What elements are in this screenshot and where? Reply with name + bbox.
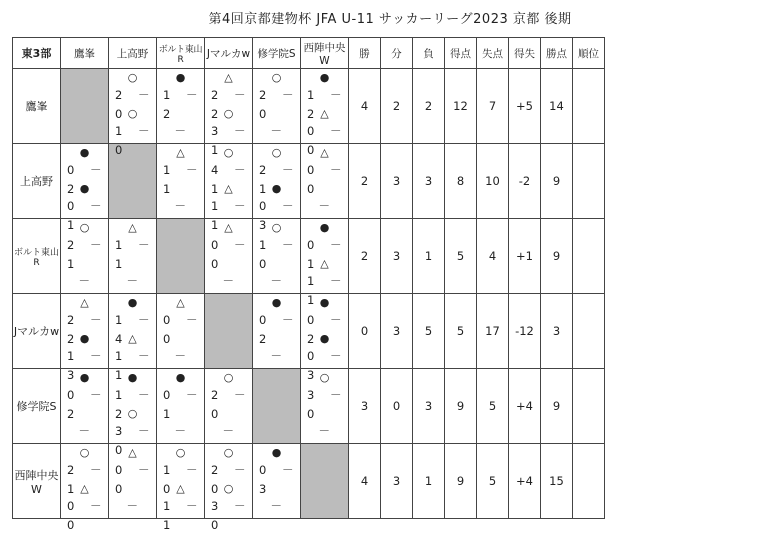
match-score: 4 － 1	[211, 163, 246, 196]
result-symbol: △	[224, 71, 233, 84]
result-symbol: ○	[271, 221, 282, 234]
col-team-header: 西陣中央W	[301, 38, 349, 69]
col-team-header: 修学院S	[253, 38, 301, 69]
result-symbol: ○	[319, 371, 330, 384]
result-symbol: ●	[127, 296, 138, 309]
match-score: －	[318, 199, 331, 213]
match-cell	[109, 294, 157, 382]
col-stat-header: 勝	[349, 38, 381, 69]
stat-cell: 3	[413, 369, 445, 444]
result-symbol: ●	[319, 71, 330, 84]
stat-cell	[573, 294, 605, 369]
match-score: 0 － 2	[67, 163, 102, 196]
row-team-name: 西陣中央W	[13, 444, 61, 519]
result-symbol: △	[320, 107, 329, 120]
match-cell	[253, 144, 301, 232]
team-row	[13, 444, 605, 519]
stat-cell: 14	[541, 69, 573, 144]
stat-cell: 4	[477, 219, 509, 294]
diagonal-cell	[157, 219, 205, 294]
section-label: 東3部	[13, 38, 61, 69]
stat-cell: -2	[509, 144, 541, 219]
stat-cell: 2	[413, 69, 445, 144]
match-cell	[61, 144, 109, 232]
result-symbol: ●	[79, 332, 90, 345]
col-stat-header: 負	[413, 38, 445, 69]
match-score: 1 － 2	[307, 88, 342, 121]
match-score: 0 － 3	[259, 199, 294, 232]
result-symbol: ○	[271, 71, 282, 84]
col-team-header: ボルト東山R	[157, 38, 205, 69]
match-score: 2 － 1	[259, 163, 294, 196]
match-score: －	[174, 349, 187, 363]
result-symbol: △	[128, 221, 137, 234]
match-score: 0 － 2	[307, 313, 342, 346]
row-team-name: 鷹峯	[13, 69, 61, 144]
result-symbol: △	[320, 257, 329, 270]
match-score: －	[174, 124, 187, 138]
result-symbol: ○	[223, 146, 234, 159]
match-score: 0 － 1	[163, 388, 198, 421]
result-symbol: △	[176, 146, 185, 159]
match-score: 1 － 2	[115, 388, 150, 421]
result-symbol: ●	[271, 182, 282, 195]
match-score: －	[126, 499, 139, 513]
stat-cell: +4	[509, 444, 541, 519]
match-cell	[205, 69, 253, 157]
stat-cell: 3	[381, 294, 413, 369]
match-score: 2 － 0	[211, 388, 246, 421]
diagonal-cell	[61, 69, 109, 144]
match-score: 1 － 1	[307, 274, 342, 307]
result-symbol: ○	[223, 371, 234, 384]
match-score: 1 － 1	[211, 199, 246, 232]
stat-cell: 3	[381, 219, 413, 294]
match-score: －	[318, 424, 331, 438]
stat-cell: 9	[445, 369, 477, 444]
col-stat-header: 順位	[573, 38, 605, 69]
match-score: 1 － 4	[115, 313, 150, 346]
match-score: 3 － 1	[211, 124, 246, 157]
result-symbol: ○	[271, 146, 282, 159]
stat-cell: 9	[541, 369, 573, 444]
stat-cell	[573, 144, 605, 219]
col-team-header: 鷹峯	[61, 38, 109, 69]
stat-cell	[573, 369, 605, 444]
match-score: －	[126, 274, 139, 288]
col-team-header: 上高野	[109, 38, 157, 69]
stat-cell: 5	[445, 294, 477, 369]
result-symbol: △	[320, 146, 329, 159]
stat-cell: 3	[413, 144, 445, 219]
diagonal-cell	[205, 294, 253, 369]
result-symbol: ●	[175, 71, 186, 84]
result-symbol: △	[128, 332, 137, 345]
result-symbol: ○	[223, 482, 234, 495]
match-score: 1 － 0	[115, 124, 150, 157]
col-stat-header: 得失	[509, 38, 541, 69]
result-symbol: ○	[223, 107, 234, 120]
match-score: 0 － 0	[307, 163, 342, 196]
match-cell	[157, 294, 205, 369]
match-cell	[253, 294, 301, 369]
header-row	[13, 38, 605, 69]
result-symbol: ●	[319, 221, 330, 234]
result-symbol: ○	[223, 446, 234, 459]
result-symbol: △	[80, 482, 89, 495]
result-symbol: ○	[79, 221, 90, 234]
match-score: 0 － 1	[307, 238, 342, 271]
result-symbol: ●	[79, 182, 90, 195]
match-score: 2 － 2	[211, 88, 246, 121]
stat-cell: 5	[445, 219, 477, 294]
col-stat-header: 勝点	[541, 38, 573, 69]
match-score: 0 － 0	[67, 499, 102, 532]
team-row	[13, 219, 605, 294]
result-symbol: ●	[271, 296, 282, 309]
stat-cell: +1	[509, 219, 541, 294]
col-team-header: Jマルカw	[205, 38, 253, 69]
stat-cell: 1	[413, 444, 445, 519]
stat-cell: 2	[349, 144, 381, 219]
stat-cell	[573, 444, 605, 519]
match-score: －	[222, 274, 235, 288]
result-symbol: △	[176, 482, 185, 495]
match-score: 1 － 1	[115, 238, 150, 271]
stat-cell: 7	[477, 69, 509, 144]
stat-cell: 5	[413, 294, 445, 369]
stat-cell: 3	[381, 144, 413, 219]
match-cell	[109, 69, 157, 157]
stat-cell: 2	[381, 69, 413, 144]
match-cell	[157, 144, 205, 219]
match-score: 2 － 1	[67, 463, 102, 496]
match-score: －	[270, 499, 283, 513]
stat-cell: 4	[349, 69, 381, 144]
match-score: 0 － 0	[115, 463, 150, 496]
match-score: 3 － 0	[307, 388, 342, 421]
match-cell	[61, 444, 109, 532]
match-cell	[157, 69, 205, 144]
result-symbol: ○	[127, 71, 138, 84]
match-cell	[61, 294, 109, 382]
result-symbol: ○	[79, 446, 90, 459]
stat-cell: 10	[477, 144, 509, 219]
match-score: 1 － 2	[163, 88, 198, 121]
result-symbol: ●	[271, 446, 282, 459]
match-score: 0 － 3	[259, 463, 294, 496]
result-symbol: ●	[175, 371, 186, 384]
result-symbol: ●	[319, 296, 330, 309]
stat-cell: 12	[445, 69, 477, 144]
stat-cell: 8	[445, 144, 477, 219]
match-cell	[253, 69, 301, 144]
match-cell	[301, 69, 349, 157]
match-cell	[205, 444, 253, 532]
result-symbol: △	[80, 296, 89, 309]
match-score: 2 － 0	[115, 88, 150, 121]
match-score: 0 － 0	[307, 124, 342, 157]
result-symbol: ○	[127, 407, 138, 420]
match-score: 0 － 2	[259, 313, 294, 346]
col-stat-header: 失点	[477, 38, 509, 69]
match-score: －	[174, 424, 187, 438]
result-symbol: ●	[79, 371, 90, 384]
match-score: －	[270, 124, 283, 138]
stat-cell: 9	[445, 444, 477, 519]
match-score: 1 － 1	[163, 163, 198, 196]
match-score: 0 － 3	[307, 349, 342, 382]
stat-cell: -12	[509, 294, 541, 369]
match-cell	[109, 219, 157, 294]
match-score: －	[78, 424, 91, 438]
match-score: 2 － 2	[67, 313, 102, 346]
stat-cell: 9	[541, 219, 573, 294]
match-score: 1 － 0	[163, 463, 198, 496]
match-cell	[253, 444, 301, 519]
league-table	[12, 37, 605, 532]
match-score: －	[270, 274, 283, 288]
match-score: －	[270, 349, 283, 363]
page-title: 第4回京都建物杯 JFA U-11 サッカーリーグ2023 京都 後期	[208, 12, 572, 27]
diagonal-cell	[301, 444, 349, 519]
stat-cell: 17	[477, 294, 509, 369]
stat-cell: 3	[381, 444, 413, 519]
match-cell	[157, 444, 205, 532]
result-symbol: △	[224, 221, 233, 234]
match-score: －	[78, 274, 91, 288]
stat-cell: 5	[477, 369, 509, 444]
match-score: 0 － 0	[211, 238, 246, 271]
match-score: 2 － 0	[211, 463, 246, 496]
row-team-name: 修学院S	[13, 369, 61, 444]
match-score: 1 － 1	[115, 349, 150, 382]
diagonal-cell	[253, 369, 301, 444]
stat-cell: 4	[349, 444, 381, 519]
team-row	[13, 69, 605, 144]
stat-cell: 0	[349, 294, 381, 369]
col-stat-header: 分	[381, 38, 413, 69]
row-team-name: Jマルカw	[13, 294, 61, 369]
match-score: 1 － 0	[259, 238, 294, 271]
match-score: 3 － 0	[211, 499, 246, 532]
result-symbol: ○	[175, 446, 186, 459]
stat-cell	[573, 219, 605, 294]
row-team-name: ボルト東山R	[13, 219, 61, 294]
match-cell	[301, 219, 349, 307]
result-symbol: ○	[127, 107, 138, 120]
match-score: 0 － 2	[67, 388, 102, 421]
result-symbol: ●	[79, 146, 90, 159]
stat-cell: 15	[541, 444, 573, 519]
row-team-name: 上高野	[13, 144, 61, 219]
match-score: －	[174, 199, 187, 213]
stat-cell: 0	[381, 369, 413, 444]
col-stat-header: 得点	[445, 38, 477, 69]
result-symbol: △	[176, 296, 185, 309]
result-symbol: ●	[127, 371, 138, 384]
match-score: 2 － 1	[67, 238, 102, 271]
match-cell	[157, 369, 205, 444]
match-score: 0 － 0	[163, 313, 198, 346]
stat-cell: 2	[349, 219, 381, 294]
stat-cell: 3	[541, 294, 573, 369]
match-score: 1 － 1	[163, 499, 198, 532]
stat-cell: +5	[509, 69, 541, 144]
result-symbol: △	[224, 182, 233, 195]
stat-cell: 9	[541, 144, 573, 219]
stat-cell: 1	[413, 219, 445, 294]
match-score: 3 － 0	[115, 424, 150, 457]
stat-cell: +4	[509, 369, 541, 444]
stat-cell: 5	[477, 444, 509, 519]
stat-cell: 3	[349, 369, 381, 444]
match-score: －	[222, 424, 235, 438]
match-score: 2 － 0	[259, 88, 294, 121]
result-symbol: ●	[319, 332, 330, 345]
match-score: 0 － 1	[67, 199, 102, 232]
stat-cell	[573, 69, 605, 144]
result-symbol: △	[128, 446, 137, 459]
match-score: 1 － 3	[67, 349, 102, 382]
match-cell	[205, 369, 253, 444]
